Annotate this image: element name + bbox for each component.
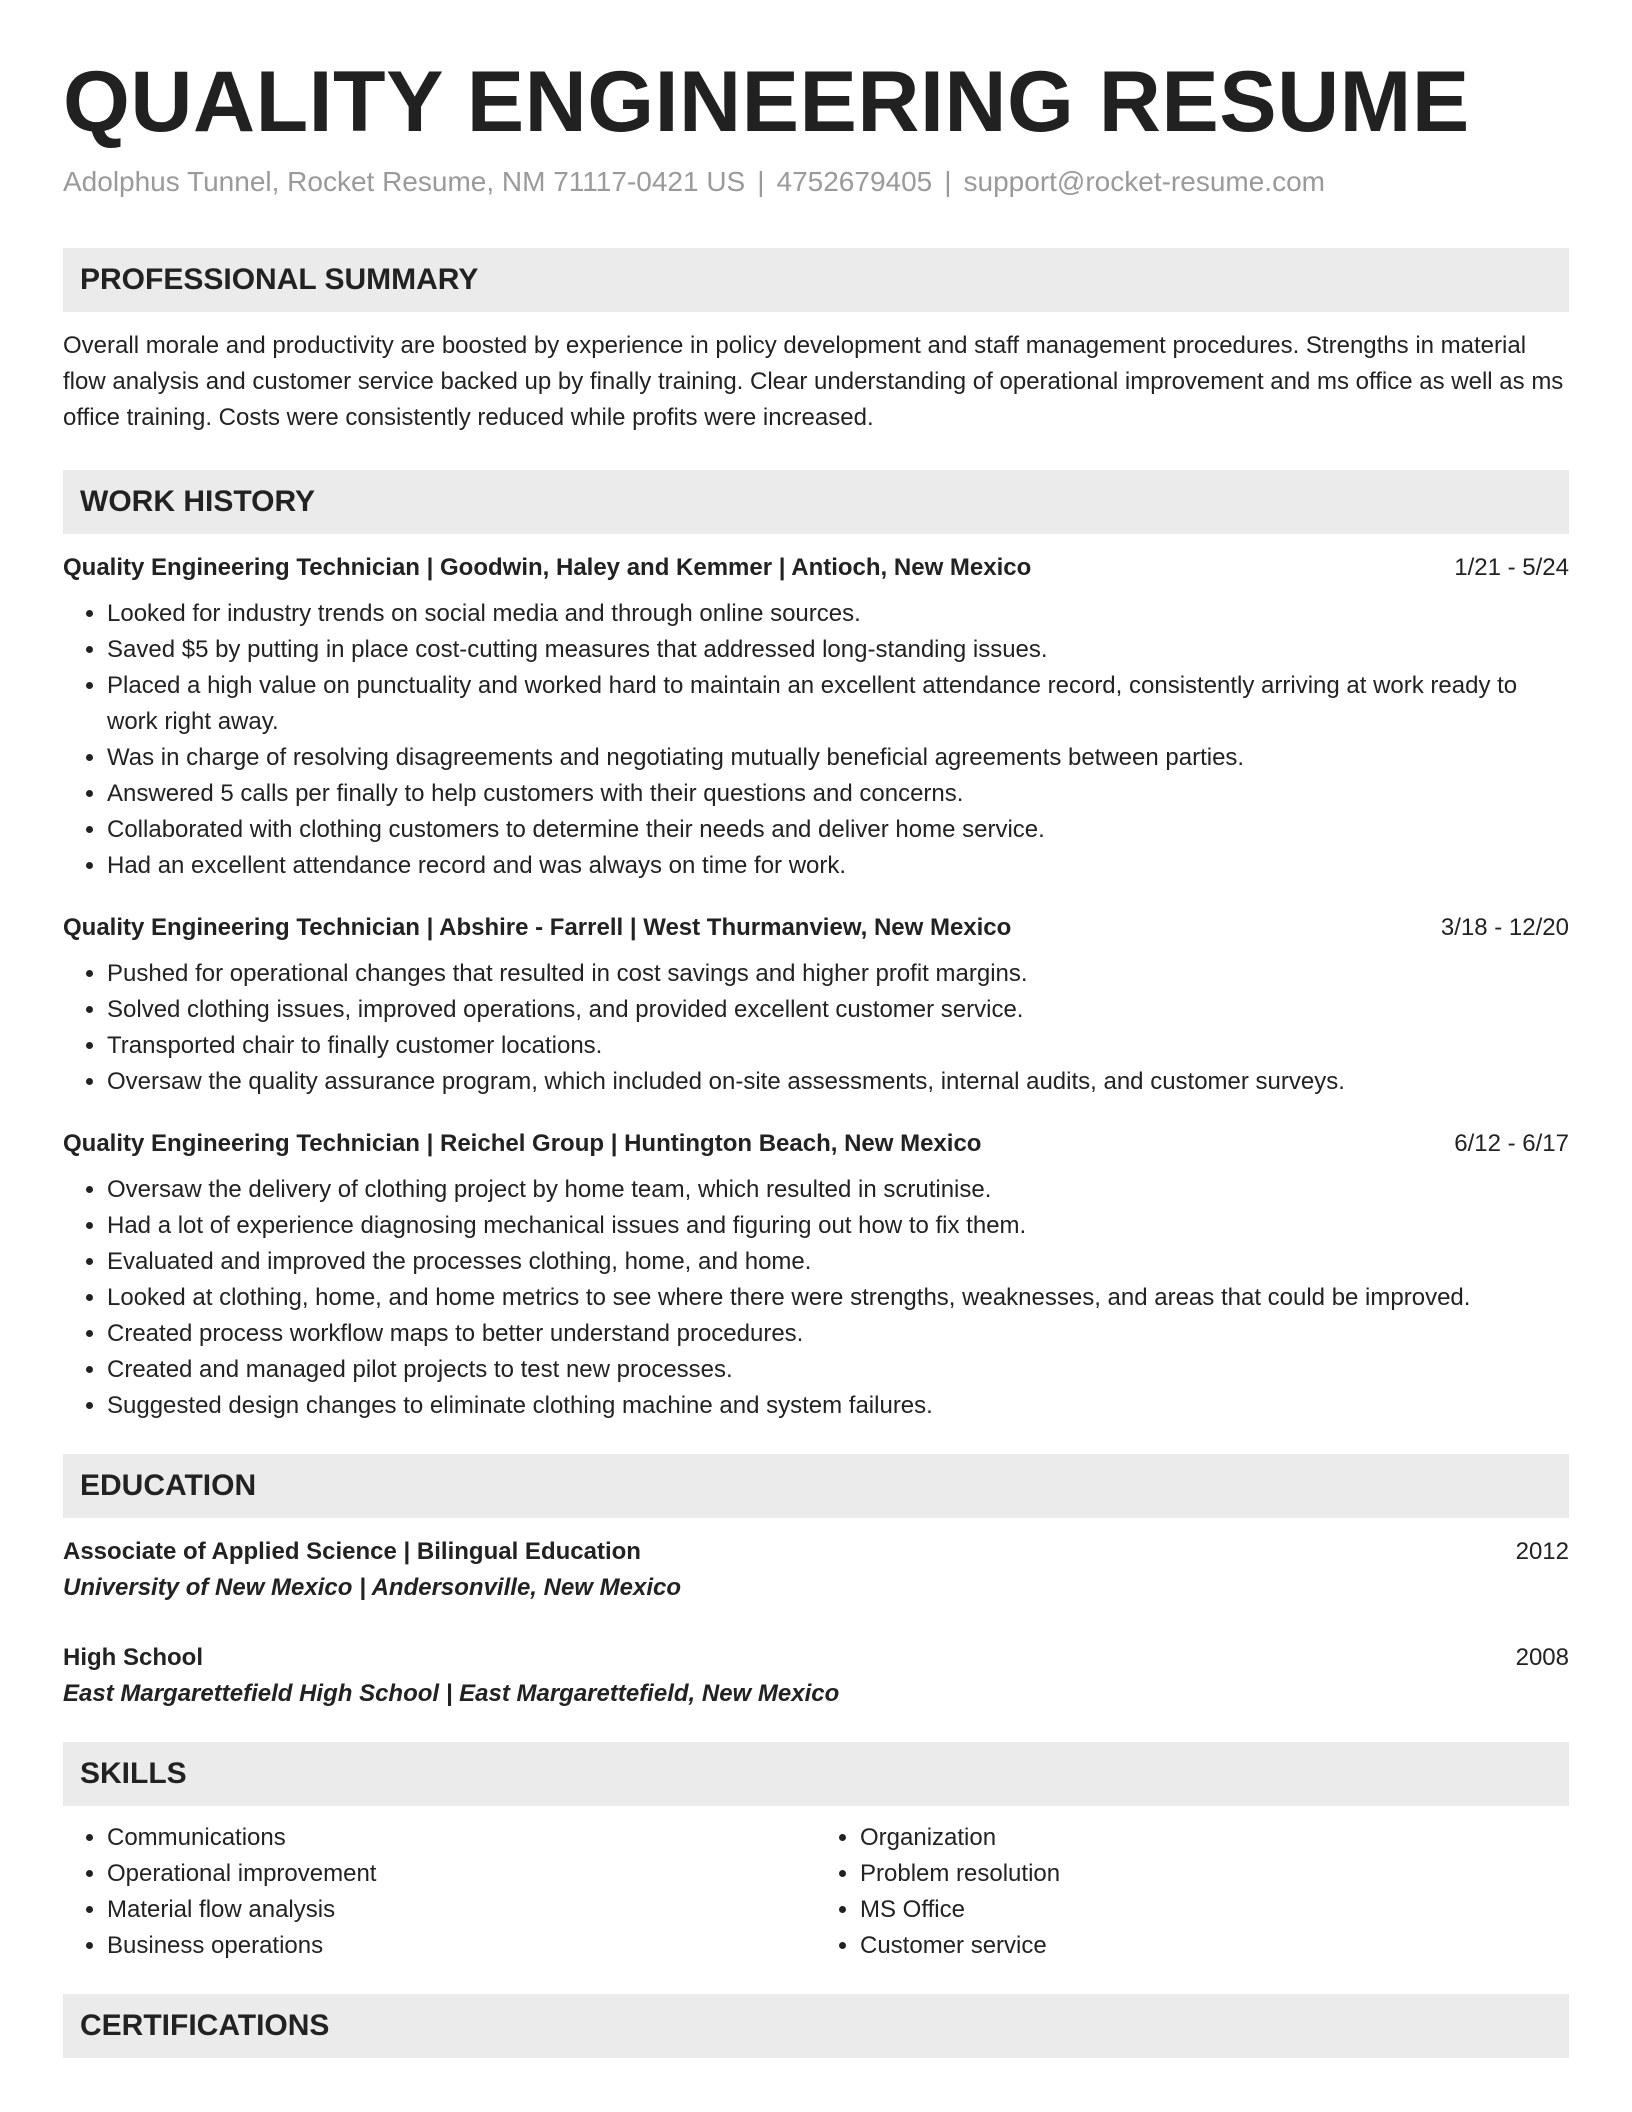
section-header-summary: PROFESSIONAL SUMMARY [63,248,1569,312]
education-school: East Margarettefield High School | East Margarettefield, New Mexico [63,1680,840,1707]
list-item: • Evaluated and improved the processes clothing, home, and home. [107,1244,1569,1280]
job-heading-row [63,1130,1569,1158]
education-entry [63,1644,1569,1712]
list-item: • Created and managed pilot projects to test new processes. [107,1352,1569,1388]
job-title: Quality Engineering Technician | Goodwin, Haley and Kemmer | Antioch, New Mexico [63,554,1032,581]
job-heading-row [63,914,1569,942]
education-heading-row [63,1644,1569,1672]
list-item: • Collaborated with clothing customers to determine their needs and deliver home service. [107,812,1569,848]
job-dates: 6/12 - 6/17 [1454,1130,1569,1157]
list-item: • Oversaw the delivery of clothing project by home team, which resulted in scrutinise. [107,1172,1569,1208]
section-header-education: EDUCATION [63,1454,1569,1518]
skill-item: • Business operations [107,1928,816,1964]
education-year: 2012 [1515,1538,1569,1565]
job-title: Quality Engineering Technician | Abshire - Farrell | West Thurmanview, New Mexico [63,914,1012,941]
section-header-skills: SKILLS [63,1742,1569,1806]
list-item: • Looked at clothing, home, and home metrics to see where there were strengths, weaknesses, and areas that could be improved. [107,1280,1569,1316]
job-dates: 1/21 - 5/24 [1454,554,1569,581]
list-item: • Transported chair to finally customer locations. [107,1028,1569,1064]
skill-item: • Communications [107,1820,816,1856]
list-item: • Looked for industry trends on social media and through online sources. [107,596,1569,632]
section-header-certifications: CERTIFICATIONS [63,1994,1569,2058]
list-item: • Answered 5 calls per finally to help customers with their questions and concerns. [107,776,1569,812]
job-title: Quality Engineering Technician | Reichel Group | Huntington Beach, New Mexico [63,1130,982,1157]
education-degree: Associate of Applied Science | Bilingual Education [63,1538,641,1565]
list-item: • Saved $5 by putting in place cost-cutting measures that addressed long-standing issues. [107,632,1569,668]
skill-item: • MS Office [860,1892,1569,1928]
contact-separator: | [757,166,765,197]
skill-item: • Material flow analysis [107,1892,816,1928]
job-bullets [63,596,1569,884]
list-item: • Oversaw the quality assurance program, which included on-site assessments, internal audits, and customer surveys. [107,1064,1569,1100]
job-heading-row [63,554,1569,582]
job-entry [63,914,1569,1100]
contact-address: Adolphus Tunnel, Rocket Resume, NM 71117-0421 US [63,166,746,197]
section-header-work-history: WORK HISTORY [63,470,1569,534]
job-entry [63,1130,1569,1424]
list-item: • Had a lot of experience diagnosing mechanical issues and figuring out how to fix them. [107,1208,1569,1244]
job-entry [63,554,1569,884]
education-year: 2008 [1515,1644,1569,1671]
list-item: • Created process workflow maps to better understand procedures. [107,1316,1569,1352]
contact-email[interactable]: support@rocket-resume.com [963,166,1325,197]
skills-columns [63,1820,1569,1964]
list-item: • Had an excellent attendance record and was always on time for work. [107,848,1569,884]
education-entry [63,1538,1569,1606]
education-heading-row [63,1538,1569,1566]
list-item: • Suggested design changes to eliminate clothing machine and system failures. [107,1388,1569,1424]
skills-list-right [816,1820,1569,1964]
education-degree: High School [63,1644,203,1671]
list-item: • Solved clothing issues, improved operations, and provided excellent customer service. [107,992,1569,1028]
job-bullets [63,1172,1569,1424]
list-item: • Pushed for operational changes that resulted in cost savings and higher profit margins. [107,956,1569,992]
skill-item: • Organization [860,1820,1569,1856]
list-item: • Was in charge of resolving disagreements and negotiating mutually beneficial agreements between parties. [107,740,1569,776]
contact-phone: 4752679405 [776,166,933,197]
contact-line [63,166,1569,198]
skills-list-left [63,1820,816,1964]
resume-title: QUALITY ENGINEERING RESUME [63,54,1470,150]
job-dates: 3/18 - 12/20 [1440,914,1569,941]
skill-item: • Customer service [860,1928,1569,1964]
job-bullets [63,956,1569,1100]
skill-item: • Problem resolution [860,1856,1569,1892]
summary-text: Overall morale and productivity are boosted by experience in policy development and staff management procedures. Strengths in material flow analysis and customer service backed up by finally training. Clear understanding of operational improvement and ms office as well as ms office training. Costs were consistently reduced while profits were increased. [63,332,1564,431]
list-item: • Placed a high value on punctuality and worked hard to maintain an excellent attendance record, consistently arriving at work ready to work right away. [107,668,1569,740]
contact-separator: | [944,166,952,197]
skill-item: • Operational improvement [107,1856,816,1892]
education-school: University of New Mexico | Andersonville, New Mexico [63,1574,681,1601]
